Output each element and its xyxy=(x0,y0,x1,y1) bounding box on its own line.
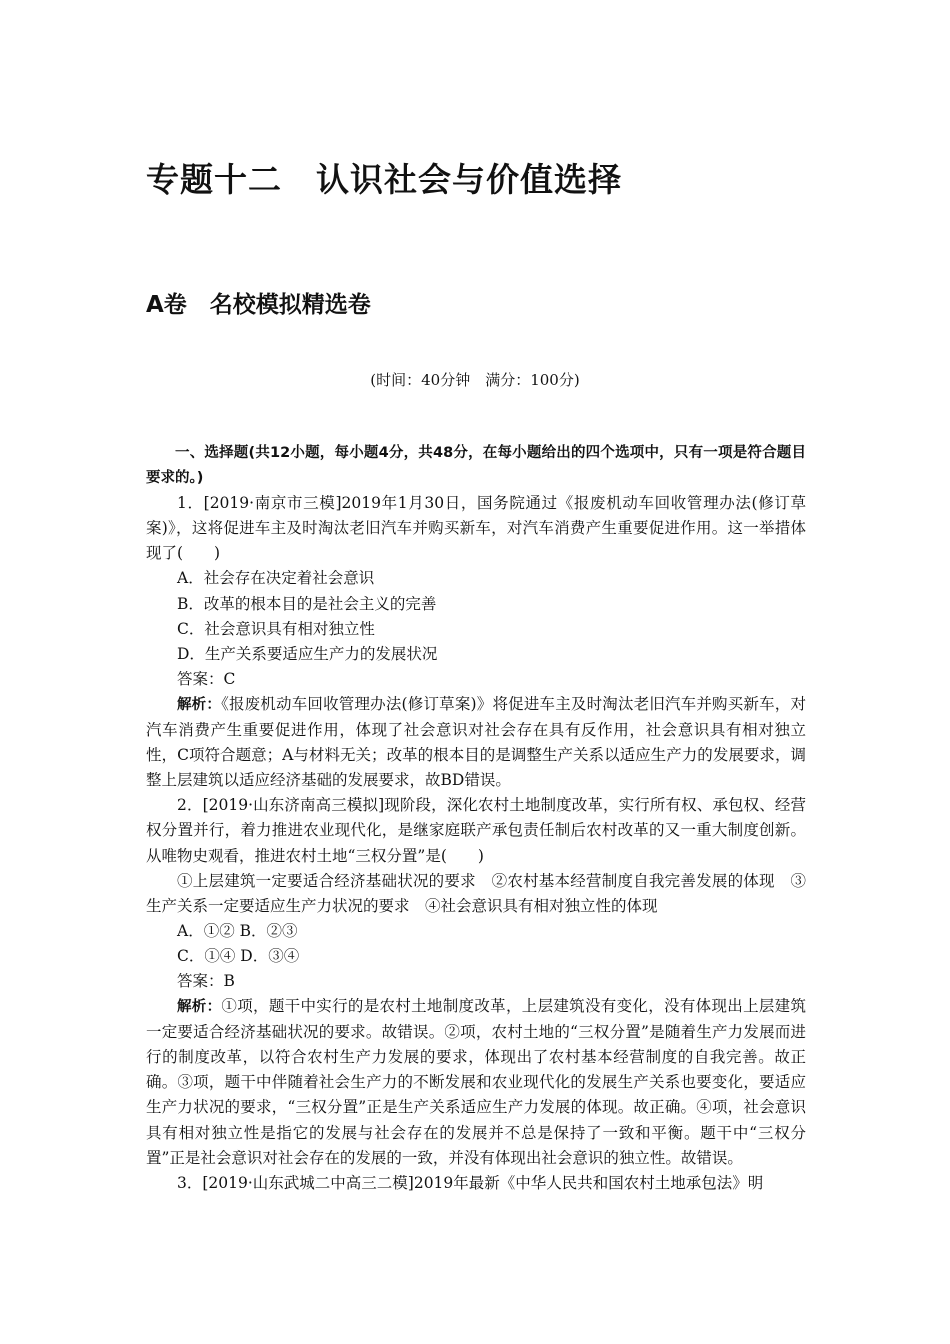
page-title: 专题十二 认识社会与价值选择 xyxy=(146,160,622,199)
analysis-text: 《报废机动车回收管理办法(修订草案)》将促进车主及时淘汰老旧汽车并购买新车，对汽车消费产生重要促进作用，体现了社会意识对社会存在具有反作用，社会意识具有相对独立性，C项符合题意；A与材料无关；改革的根本目的是调整生产关系以适应生产力的发展要求，调整上层建筑以适应经济基础的发展要求，故BD错误。 xyxy=(146,694,806,790)
question-1-option-d: D．生产关系要适应生产力的发展状况 xyxy=(177,644,438,663)
analysis-label: 解析： xyxy=(177,999,222,1016)
analysis-text: ①项，题干中实行的是农村土地制度改革，上层建筑没有变化，没有体现出上层建筑一定要适合经济基础状况的要求。故错误。②项，农村土地的“三权分置”是随着生产力发展而进行的制度改革，以符合农村生产力发展的要求，体现出了农村基本经营制度的自我完善。故正确。③项，题干中伴随着社会生产力的不断发展和农业现代化的发展生产关系也要变化，要适应生产力状况的要求，“三权分置”正是生产关系适应生产力发展的体现。故正确。④项，社会意识具有相对独立性是指它的发展与社会存在的发展并不总是保持了一致和平衡。题干中“三权分置”正是社会意识对社会存在的发展的一致，并没有体现出社会意识的独立性。故错误。 xyxy=(146,997,806,1167)
question-1-option-c: C．社会意识具有相对独立性 xyxy=(177,619,375,638)
question-2-stem: 2．[2019·山东济南高三模拟]现阶段，深化农村土地制度改革，实行所有权、承包权、经营权分置并行，着力推进农业现代化，是继家庭联产承包责任制后农村改革的又一重大制度创新。从唯物史观看，推进农村土地“三权分置”是( ) xyxy=(146,796,806,865)
question-1-option-b: B．改革的根本目的是社会主义的完善 xyxy=(177,594,437,613)
section-heading: A卷 名校模拟精选卷 xyxy=(146,292,371,318)
question-2-answer: 答案：B xyxy=(177,971,235,990)
question-1-answer: 答案：C xyxy=(177,669,236,688)
question-1-analysis xyxy=(146,692,806,793)
question-1-option-a: A．社会存在决定着社会意识 xyxy=(177,569,375,588)
document-body xyxy=(146,441,806,1196)
question-2-statements: ①上层建筑一定要适合经济基础状况的要求 ②农村基本经营制度自我完善发展的体现 ③生产关系一定要适应生产力状况的要求 ④社会意识具有相对独立性的体现 xyxy=(146,871,806,915)
analysis-label: 解析： xyxy=(177,696,222,713)
instructions: 一、选择题(共12小题，每小题4分，共48分，在每小题给出的四个选项中，只有一项是符合题目要求的。) xyxy=(146,445,806,487)
question-3-stem: 3．[2019·山东武城二中高三二模]2019年最新《中华人民共和国农村土地承包法》明 xyxy=(177,1173,764,1192)
question-1-stem: 1．[2019·南京市三模]2019年1月30日，国务院通过《报废机动车回收管理办法(修订草案)》，这将促进车主及时淘汰老旧汽车并购买新车，对汽车消费产生重要促进作用。这一举措体现了( ) xyxy=(146,494,806,563)
question-2-analysis xyxy=(146,994,806,1171)
time-info: (时间：40分钟 满分：100分) xyxy=(370,371,580,389)
question-2-options-cd: C．①④ D．③④ xyxy=(177,946,300,965)
question-2-options-ab: A．①② B．②③ xyxy=(177,921,298,940)
